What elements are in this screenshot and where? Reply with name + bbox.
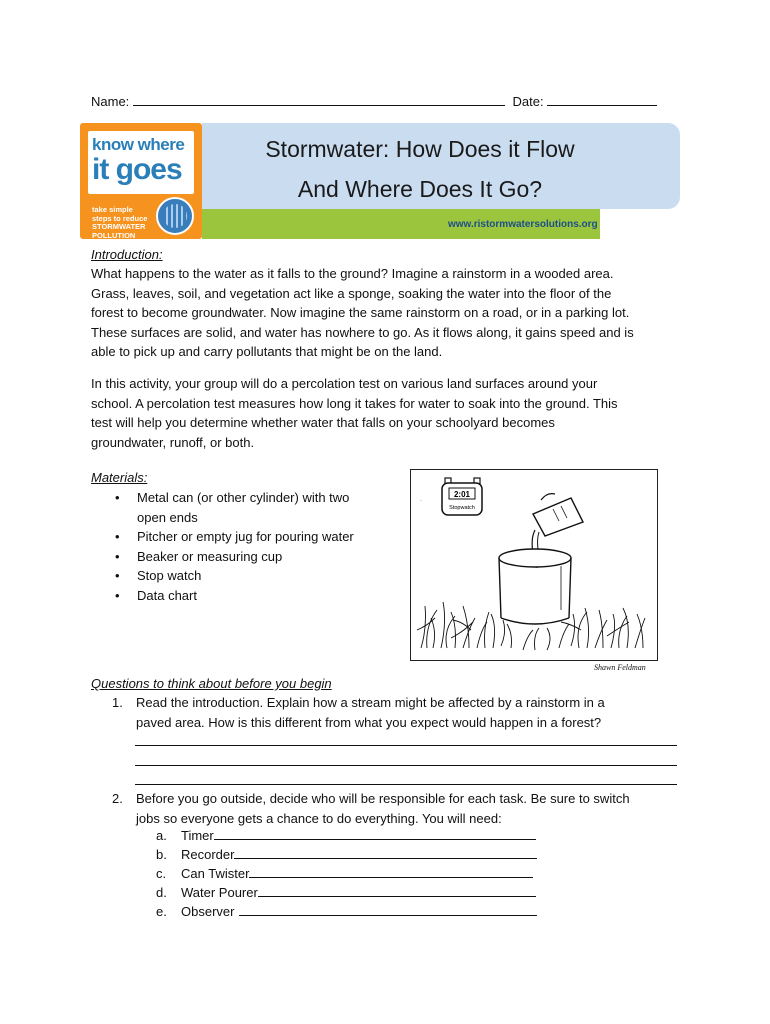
intro-p1-line: These surfaces are solid, and water has nowhere to go. As it flows along, it gains speed and is <box>91 324 634 340</box>
role-letter: d. <box>156 885 167 900</box>
illustration-drawing <box>411 470 657 660</box>
grass-icon <box>417 602 645 650</box>
materials-item: • Data chart <box>115 586 357 606</box>
intro-p2-line: school. A percolation test measures how long it takes for water to soak into the ground. This <box>91 395 618 411</box>
logo-tagline-1: take simple <box>92 205 133 214</box>
materials-list <box>115 488 357 605</box>
question-2-line: jobs so everyone gets a chance to do everything. You will need: <box>136 810 502 826</box>
intro-p1-line: What happens to the water as it falls to the ground? Imagine a rainstorm in a wooded area. <box>91 266 614 281</box>
storm-drain-icon <box>156 197 194 235</box>
materials-item: • Beaker or measuring cup <box>115 547 357 567</box>
materials-item: • Stop watch <box>115 566 357 586</box>
question-number: 2. <box>112 791 123 806</box>
role-letter: b. <box>156 847 167 862</box>
question-2 <box>112 789 672 828</box>
role-label: Recorder <box>181 847 235 862</box>
answer-line[interactable] <box>135 745 677 746</box>
page-title-line2: And Where Does It Go? <box>297 176 543 202</box>
date-label: Date: <box>512 94 544 109</box>
logo-tagline-2: steps to reduce <box>92 213 148 223</box>
metal-can-icon <box>499 549 571 624</box>
question-number: 1. <box>112 695 123 710</box>
stopwatch-display: 2:01 <box>453 490 471 499</box>
role-blank[interactable] <box>214 827 536 840</box>
role-label: Observer <box>181 904 235 919</box>
role-item-timer <box>156 826 537 845</box>
percolation-test-illustration <box>410 469 658 661</box>
roles-list <box>156 826 537 921</box>
role-item-observer <box>156 902 537 921</box>
role-blank[interactable] <box>249 865 533 878</box>
intro-p1-line: Grass, leaves, soil, and vegetation act like a sponge, soaking the water into the floor of the <box>91 285 612 301</box>
website-url: www.ristormwatersolutions.org <box>448 219 598 230</box>
introduction-paragraph-2 <box>91 374 681 452</box>
question-1-line: paved area. How is this different from what you expect would happen in a forest? <box>136 714 602 730</box>
answer-line[interactable] <box>135 784 677 785</box>
role-item-water-pourer <box>156 883 537 902</box>
name-field[interactable] <box>133 93 505 106</box>
logo-tagline-3: STORMWATER POLLUTION <box>92 222 146 239</box>
questions-heading: Questions to think about before you begin <box>91 676 332 691</box>
question-1-line: Read the introduction. Explain how a stream might be affected by a rainstorm in a <box>136 695 605 710</box>
name-date-line <box>91 93 657 109</box>
role-label: Water Pourer <box>181 885 258 900</box>
role-item-recorder <box>156 845 537 864</box>
role-label: Can Twister <box>181 866 250 881</box>
illustration-mark: · <box>420 498 422 504</box>
intro-p1-line: able to pick up and carry pollutants that might be on the land. <box>91 344 443 359</box>
date-field[interactable] <box>547 93 657 106</box>
role-letter: a. <box>156 828 167 843</box>
stopwatch-icon <box>442 478 482 515</box>
logo-line1: know where <box>92 135 185 154</box>
role-blank[interactable] <box>234 846 537 859</box>
role-label: Timer <box>181 828 214 843</box>
intro-p2-line: test will help you determine whether water that falls on your schoolyard becomes <box>91 415 555 430</box>
materials-item: • Pitcher or empty jug for pouring water <box>115 527 357 547</box>
illustration-credit: Shawn Feldman <box>594 663 646 672</box>
introduction-heading: Introduction: <box>91 247 163 262</box>
name-label: Name: <box>91 94 130 109</box>
intro-p1-line: forest to become groundwater. Now imagine the same rainstorm on a road, or in a parking lot. <box>91 305 630 320</box>
question-1 <box>112 693 672 732</box>
answer-line[interactable] <box>135 765 677 766</box>
role-letter: c. <box>156 866 167 881</box>
role-item-can-twister <box>156 864 537 883</box>
know-where-it-goes-logo <box>80 123 202 239</box>
materials-item: • Metal can (or other cylinder) with two open ends <box>115 488 357 527</box>
role-blank[interactable] <box>239 903 537 916</box>
role-blank[interactable] <box>258 884 536 897</box>
role-letter: e. <box>156 904 167 919</box>
introduction-paragraph-1 <box>91 264 681 362</box>
page-title-line1: Stormwater: How Does it Flow <box>265 136 575 162</box>
question-2-line: Before you go outside, decide who will be responsible for each task. Be sure to switch <box>136 791 630 806</box>
intro-p2-line: groundwater, runoff, or both. <box>91 434 255 450</box>
logo-line2: it goes <box>92 153 182 186</box>
stopwatch-label: Stopwatch <box>449 505 475 511</box>
intro-p2-line: In this activity, your group will do a percolation test on various land surfaces around your <box>91 376 598 391</box>
materials-heading: Materials: <box>91 470 148 485</box>
measuring-cup-icon <box>533 494 583 536</box>
logo-tagline <box>92 206 162 239</box>
